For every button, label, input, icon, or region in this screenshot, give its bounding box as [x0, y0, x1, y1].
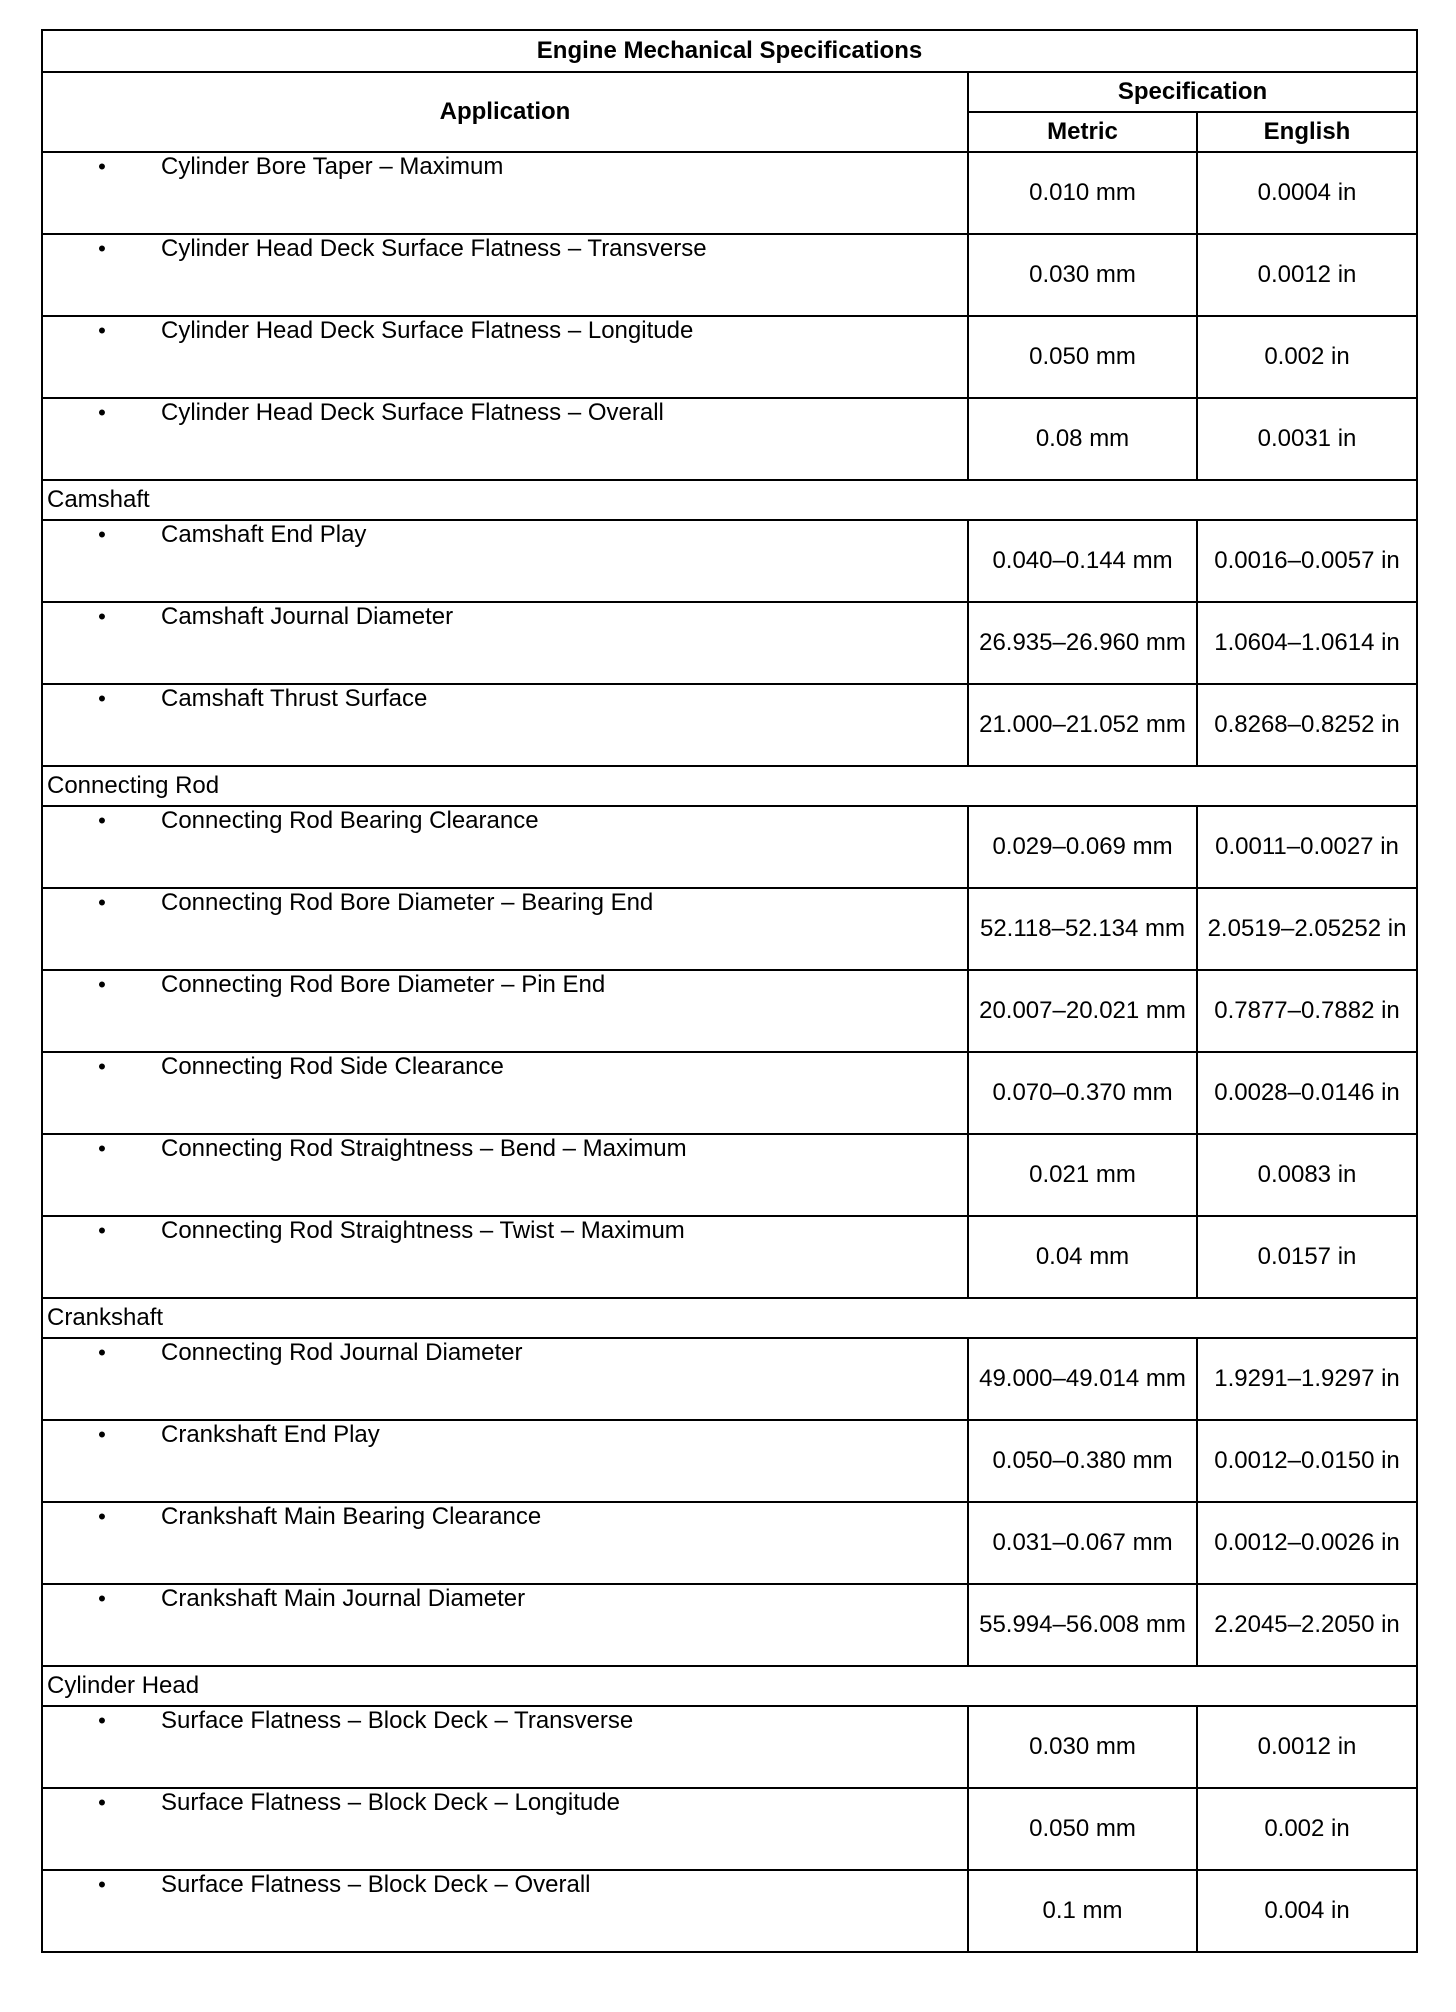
application-cell [42, 234, 968, 316]
english-value: 0.0004 in [1197, 152, 1417, 234]
metric-value: 0.1 mm [968, 1870, 1197, 1952]
application-text: Surface Flatness – Block Deck – Overall [161, 1871, 591, 1898]
bullet-icon: • [98, 318, 106, 343]
application-text: Camshaft Journal Diameter [161, 603, 454, 630]
application-cell [42, 1870, 968, 1952]
application-cell [42, 970, 968, 1052]
metric-value: 0.029–0.069 mm [968, 806, 1197, 888]
application-cell [42, 1338, 968, 1420]
table-row [42, 602, 1417, 684]
table-body [42, 152, 1417, 1952]
english-value: 0.0031 in [1197, 398, 1417, 480]
english-header: English [1197, 112, 1417, 152]
application-cell [42, 520, 968, 602]
table-title: Engine Mechanical Specifications [42, 30, 1417, 72]
english-value: 0.002 in [1197, 1788, 1417, 1870]
metric-value: 0.021 mm [968, 1134, 1197, 1216]
table-row [42, 1338, 1417, 1420]
metric-value: 20.007–20.021 mm [968, 970, 1197, 1052]
english-value: 0.0012–0.0026 in [1197, 1502, 1417, 1584]
metric-value: 0.050–0.380 mm [968, 1420, 1197, 1502]
english-value: 0.002 in [1197, 316, 1417, 398]
metric-value: 26.935–26.960 mm [968, 602, 1197, 684]
specification-header: Specification [968, 72, 1417, 112]
bullet-icon: • [98, 890, 106, 915]
table-row [42, 1502, 1417, 1584]
english-value: 0.8268–0.8252 in [1197, 684, 1417, 766]
section-label: Cylinder Head [42, 1666, 1417, 1706]
application-text: Connecting Rod Straightness – Twist – Maximum [161, 1217, 685, 1244]
metric-value: 0.050 mm [968, 316, 1197, 398]
application-cell [42, 602, 968, 684]
english-value: 0.0157 in [1197, 1216, 1417, 1298]
application-cell [42, 1706, 968, 1788]
application-text: Connecting Rod Side Clearance [161, 1053, 504, 1080]
application-text: Cylinder Head Deck Surface Flatness – Overall [161, 399, 664, 426]
application-cell [42, 1216, 968, 1298]
bullet-icon: • [98, 1586, 106, 1611]
table-row [42, 1216, 1417, 1298]
metric-value: 0.04 mm [968, 1216, 1197, 1298]
table-row [42, 1584, 1417, 1666]
metric-value: 55.994–56.008 mm [968, 1584, 1197, 1666]
application-text: Crankshaft Main Journal Diameter [161, 1585, 526, 1612]
application-cell [42, 888, 968, 970]
section-label: Crankshaft [42, 1298, 1417, 1338]
bullet-icon: • [98, 1054, 106, 1079]
bullet-icon: • [98, 1872, 106, 1897]
english-value: 0.7877–0.7882 in [1197, 970, 1417, 1052]
engine-spec-table [41, 29, 1418, 1953]
application-text: Surface Flatness – Block Deck – Longitude [161, 1789, 620, 1816]
english-value: 0.004 in [1197, 1870, 1417, 1952]
section-row [42, 1666, 1417, 1706]
bullet-icon: • [98, 1340, 106, 1365]
table-row [42, 234, 1417, 316]
english-value: 0.0028–0.0146 in [1197, 1052, 1417, 1134]
table-row [42, 1134, 1417, 1216]
metric-value: 0.030 mm [968, 1706, 1197, 1788]
metric-value: 0.070–0.370 mm [968, 1052, 1197, 1134]
table-row [42, 316, 1417, 398]
english-value: 1.9291–1.9297 in [1197, 1338, 1417, 1420]
bullet-icon: • [98, 1136, 106, 1161]
table-row [42, 684, 1417, 766]
application-text: Cylinder Head Deck Surface Flatness – Transverse [161, 235, 707, 262]
english-value: 0.0083 in [1197, 1134, 1417, 1216]
application-text: Cylinder Head Deck Surface Flatness – Longitude [161, 317, 694, 344]
bullet-icon: • [98, 1504, 106, 1529]
english-value: 1.0604–1.0614 in [1197, 602, 1417, 684]
application-cell [42, 1134, 968, 1216]
bullet-icon: • [98, 686, 106, 711]
table-row [42, 806, 1417, 888]
application-cell [42, 1584, 968, 1666]
table-row [42, 1052, 1417, 1134]
metric-value: 52.118–52.134 mm [968, 888, 1197, 970]
bullet-icon: • [98, 1790, 106, 1815]
bullet-icon: • [98, 1218, 106, 1243]
bullet-icon: • [98, 154, 106, 179]
application-text: Surface Flatness – Block Deck – Transverse [161, 1707, 634, 1734]
english-value: 2.0519–2.05252 in [1197, 888, 1417, 970]
table-row [42, 970, 1417, 1052]
metric-value: 0.031–0.067 mm [968, 1502, 1197, 1584]
section-row [42, 1298, 1417, 1338]
application-text: Cylinder Bore Taper – Maximum [161, 153, 504, 180]
metric-value: 0.010 mm [968, 152, 1197, 234]
table-row [42, 1870, 1417, 1952]
metric-value: 0.040–0.144 mm [968, 520, 1197, 602]
table-row [42, 1788, 1417, 1870]
application-cell [42, 1502, 968, 1584]
bullet-icon: • [98, 400, 106, 425]
application-cell [42, 1788, 968, 1870]
bullet-icon: • [98, 972, 106, 997]
section-row [42, 480, 1417, 520]
english-value: 0.0012 in [1197, 234, 1417, 316]
table-row [42, 398, 1417, 480]
english-value: 0.0011–0.0027 in [1197, 806, 1417, 888]
application-text: Camshaft End Play [161, 521, 367, 548]
application-text: Crankshaft End Play [161, 1421, 380, 1448]
english-value: 2.2045–2.2050 in [1197, 1584, 1417, 1666]
application-cell [42, 398, 968, 480]
table-row [42, 1706, 1417, 1788]
table-row [42, 520, 1417, 602]
section-label: Connecting Rod [42, 766, 1417, 806]
bullet-icon: • [98, 1422, 106, 1447]
table-row [42, 1420, 1417, 1502]
section-label: Camshaft [42, 480, 1417, 520]
english-value: 0.0016–0.0057 in [1197, 520, 1417, 602]
metric-value: 0.050 mm [968, 1788, 1197, 1870]
application-text: Connecting Rod Bore Diameter – Pin End [161, 971, 606, 998]
english-value: 0.0012–0.0150 in [1197, 1420, 1417, 1502]
metric-header: Metric [968, 112, 1197, 152]
metric-value: 49.000–49.014 mm [968, 1338, 1197, 1420]
table-row [42, 152, 1417, 234]
bullet-icon: • [98, 808, 106, 833]
bullet-icon: • [98, 522, 106, 547]
table-row [42, 888, 1417, 970]
section-row [42, 766, 1417, 806]
bullet-icon: • [98, 604, 106, 629]
application-text: Connecting Rod Bearing Clearance [161, 807, 539, 834]
application-text: Crankshaft Main Bearing Clearance [161, 1503, 542, 1530]
application-text: Connecting Rod Journal Diameter [161, 1339, 523, 1366]
application-cell [42, 1052, 968, 1134]
application-cell [42, 806, 968, 888]
metric-value: 21.000–21.052 mm [968, 684, 1197, 766]
application-text: Connecting Rod Straightness – Bend – Maximum [161, 1135, 687, 1162]
bullet-icon: • [98, 1708, 106, 1733]
application-cell [42, 1420, 968, 1502]
application-cell [42, 316, 968, 398]
metric-value: 0.08 mm [968, 398, 1197, 480]
application-text: Camshaft Thrust Surface [161, 685, 428, 712]
application-cell [42, 684, 968, 766]
application-header: Application [42, 72, 968, 152]
bullet-icon: • [98, 236, 106, 261]
application-text: Connecting Rod Bore Diameter – Bearing End [161, 889, 654, 916]
english-value: 0.0012 in [1197, 1706, 1417, 1788]
metric-value: 0.030 mm [968, 234, 1197, 316]
application-cell [42, 152, 968, 234]
